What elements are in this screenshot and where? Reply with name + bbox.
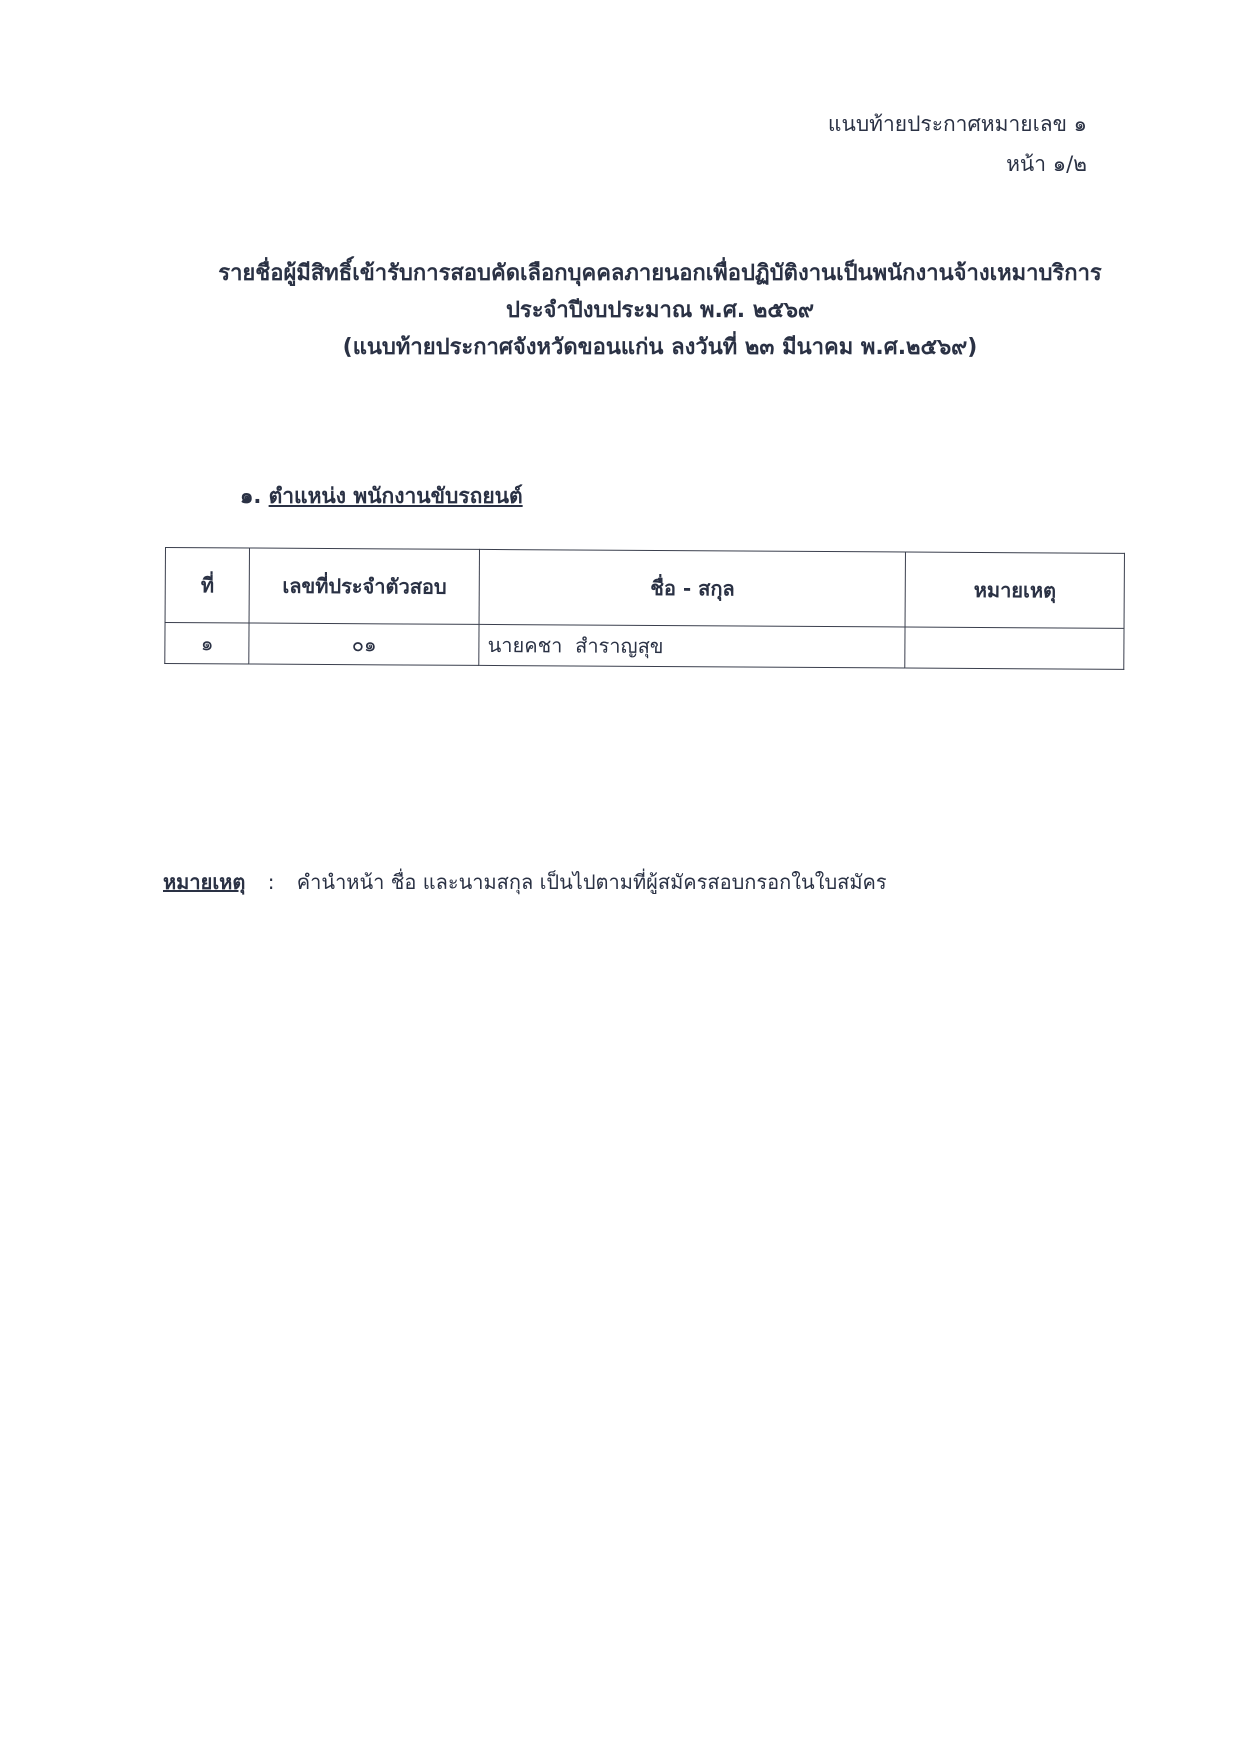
candidate-table <box>164 547 1125 670</box>
cell-no: ๑ <box>165 623 250 665</box>
header-exam-id: เลขที่ประจำตัวสอบ <box>249 548 479 624</box>
note-separator: : <box>267 870 275 894</box>
table-header-row <box>165 548 1124 629</box>
cell-exam-id: ๐๑ <box>249 623 479 665</box>
document-title <box>180 255 1140 366</box>
section-position: ตำแหน่ง พนักงานขับรถยนต์ <box>268 484 523 508</box>
table-row <box>165 623 1124 670</box>
title-line-1: รายชื่อผู้มีสิทธิ์เข้ารับการสอบคัดเลือกบุคคลภายนอกเพื่อปฏิบัติงานเป็นพนักงานจ้างเหมาบริการ <box>218 261 1102 286</box>
cell-name: นายคชา สำราญสุข <box>479 624 905 668</box>
section-heading <box>240 480 523 513</box>
note-label: หมายเหตุ <box>163 870 246 894</box>
page-number: หน้า ๑/๒ <box>1006 152 1087 176</box>
section-number: ๑. <box>240 484 262 508</box>
title-line-3: (แนบท้ายประกาศจังหวัดขอนแก่น ลงวันที่ ๒๓ มีนาคม พ.ศ.๒๕๖๙) <box>342 335 978 360</box>
footnote <box>163 866 887 898</box>
title-line-2: ประจำปีงบประมาณ พ.ศ. ๒๕๖๙ <box>505 298 815 323</box>
note-text: คำนำหน้า ชื่อ และนามสกุล เป็นไปตามที่ผู้สมัครสอบกรอกในใบสมัคร <box>296 870 887 894</box>
annex-reference: แนบท้ายประกาศหมายเลข ๑ <box>827 112 1087 136</box>
header-remark: หมายเหตุ <box>905 552 1124 628</box>
header-no: ที่ <box>165 548 250 624</box>
header-name: ชื่อ - สกุล <box>479 549 906 627</box>
cell-remark <box>905 627 1124 669</box>
